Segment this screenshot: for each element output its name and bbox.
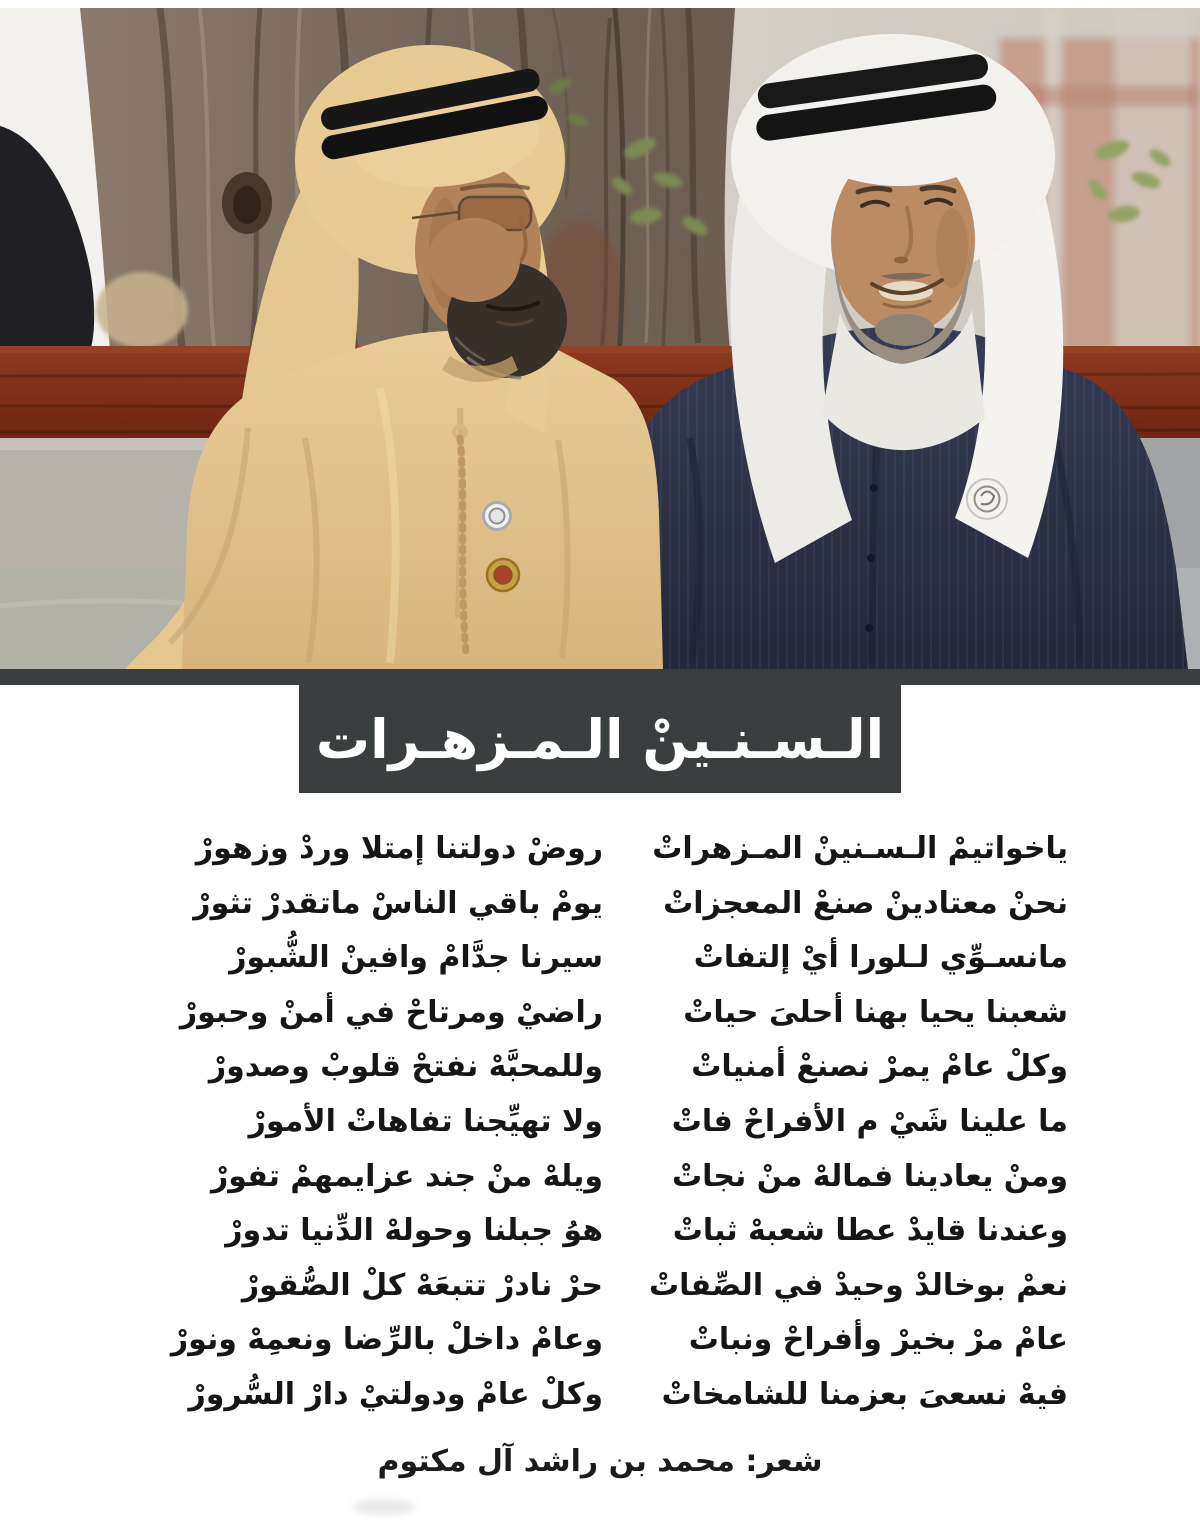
poem-line: ويلهْ منْ جند عزايمهمْ تفورْ: [211, 1158, 603, 1194]
poet-attribution: شعر: محمد بن راشد آل مكتوم: [377, 1444, 823, 1479]
paper-smudge: [352, 1500, 416, 1514]
poem-title: الـسـنـينْ الـمـزهـرات: [315, 707, 885, 771]
poem-line: ومنْ يعادينا فمالهْ منْ نجاتْ: [672, 1158, 1068, 1194]
poem-line: روضْ دولتنا إمتلا وردْ وزهورْ: [195, 831, 603, 866]
poem-column-first: [613, 822, 1068, 1423]
poem-line: عامْ مرْ بخيرْ وأفراحْ ونباتْ: [688, 1322, 1068, 1358]
photo-illustration: [0, 8, 1200, 669]
poem-line: هوُ جبلنا وحولهْ الدِّنيا تدورْ: [225, 1213, 603, 1249]
poem-line: وعامْ داخلْ بالرِّضا ونعمِهْ ونورْ: [170, 1322, 603, 1358]
poem-line: حرْ نادرْ تتبعَهْ كلْ الصُّقورْ: [241, 1267, 603, 1303]
leaders-photo: [0, 8, 1200, 669]
poem: [148, 822, 1068, 1423]
badge-right: [967, 479, 1007, 519]
poem-line: فيهْ نسعىَ بعزمنا للشامخاتْ: [661, 1376, 1068, 1412]
poem-line: سيرنا جدَّامْ وافينْ الشُّبورْ: [229, 940, 603, 976]
poem-line: وكلْ عامْ ودولتيْ دارْ السُّرورْ: [188, 1376, 603, 1412]
poem-line: وعندنا قايدْ عطا شعبهْ ثباتْ: [672, 1213, 1068, 1249]
poem-line: ولا تهيِّجنا تفاهاتْ الأمورْ: [248, 1103, 603, 1139]
poem-line: يومْ باقي الناسْ ماتقدرْ تثورْ: [193, 885, 603, 921]
poem-line: شعبنا يحيا بهنا أحلىَ حياتْ: [683, 994, 1068, 1030]
title-banner: [299, 685, 901, 793]
poem-line: راضيْ ومرتاحْ في أمنْ وحبورْ: [179, 994, 603, 1030]
poem-line: وللمحبَّهْ نفتحْ قلوبْ وصدورْ: [208, 1049, 603, 1085]
poem-line: نعمْ بوخالدْ وحيدْ في الصِّفاتْ: [648, 1267, 1068, 1303]
poem-line: مانسـوِّي لـلورا أيْ إلتفاتْ: [693, 940, 1068, 976]
poem-line: وكلْ عامْ يمرْ نصنعْ أمنياتْ: [691, 1049, 1068, 1085]
poem-line: ما علينا شَيْ م الأفراحْ فاتْ: [671, 1103, 1068, 1139]
title-strip: [0, 669, 1200, 685]
poem-column-second: [148, 822, 603, 1423]
poem-line: ياخواتيمْ الـسـنينْ المـزهراتْ: [652, 831, 1068, 866]
poem-line: نحنْ معتادينْ صنعْ المعجزاتْ: [663, 885, 1068, 921]
